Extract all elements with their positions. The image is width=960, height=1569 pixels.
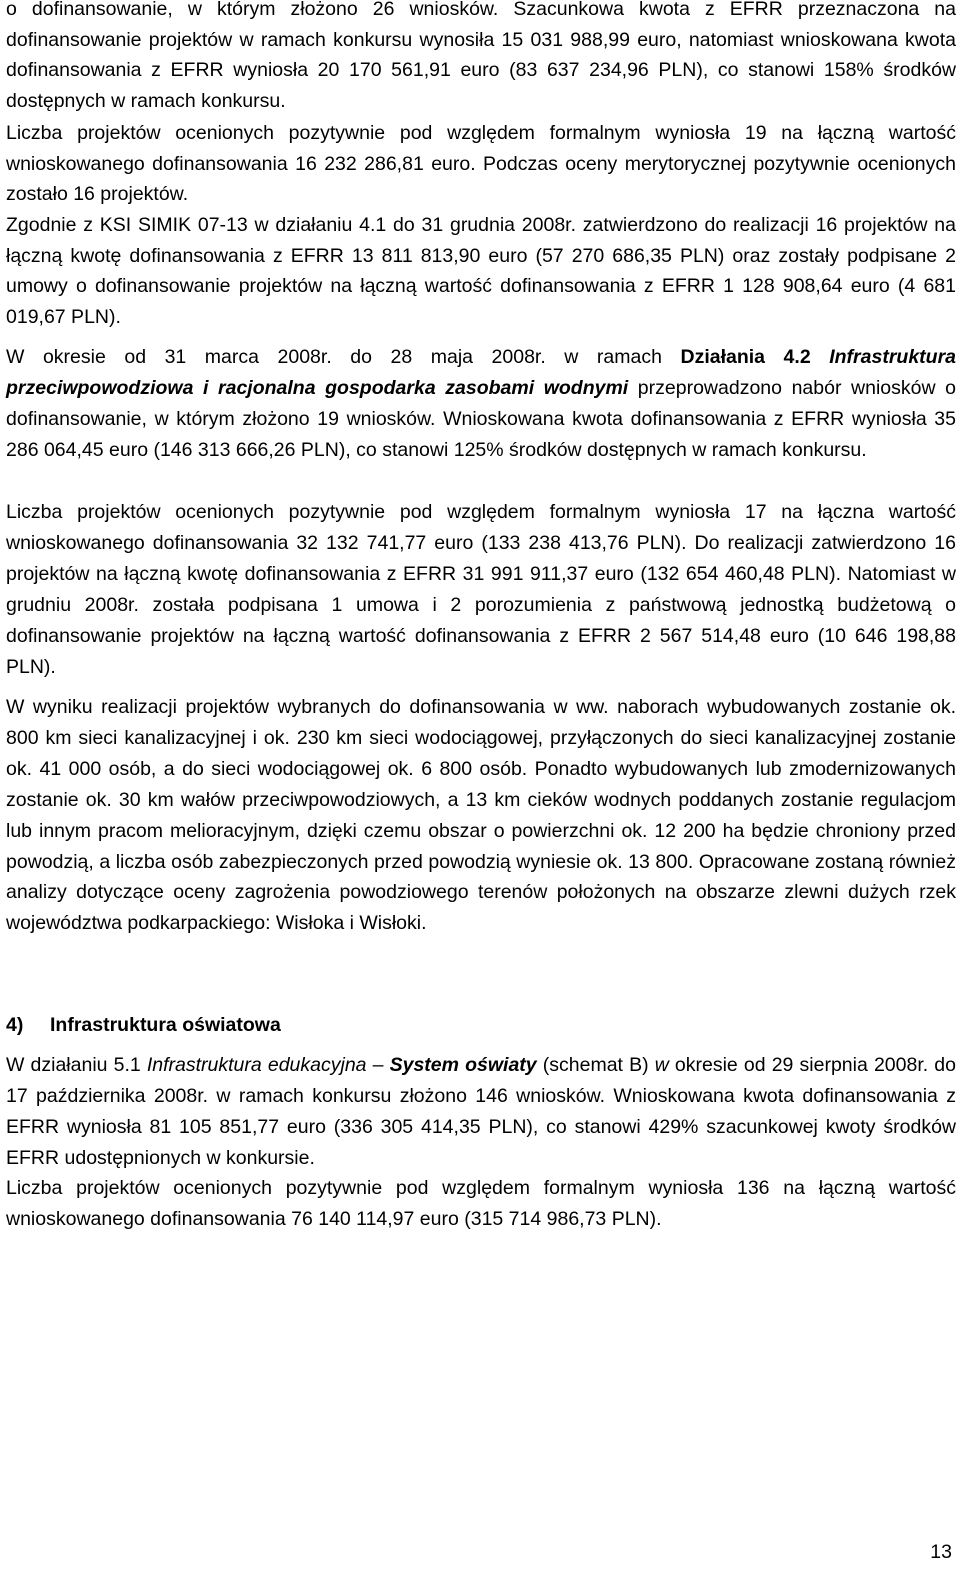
text-segment: (schemat B): [536, 1054, 655, 1076]
measure-4-2-title: Infrastruktura przeciwpowodziowa i racjonalna gospodarka zasobami wodnymi: [6, 346, 956, 399]
paragraph-measure-4-2-intake: [6, 342, 956, 466]
heading-number: 4): [6, 1014, 24, 1036]
measure-4-2-label: Działania 4.2: [680, 346, 811, 368]
text-segment: W działaniu 5.1: [6, 1054, 147, 1076]
paragraph-measure-4-1-summary: o dofinansowanie, w którym złożono 26 wniosków. Szacunkowa kwota z EFRR przeznaczona na dofinansowanie projektów w ramach konkursu wynosiła 15 031 988,99 euro, natomiast wnioskowana kwota dofinansowania z EFRR wyniosła 20 170 561,91 euro (83 637 234,96 PLN), co stanowi 158% środków dostępnych w ramach konkursu.: [6, 0, 956, 113]
measure-5-1-title: Infrastruktura edukacyjna: [146, 1054, 367, 1076]
text-segment: [811, 346, 830, 368]
paragraph-project-outcomes: W wyniku realizacji projektów wybranych do dofinansowania w ww. naborach wybudowanych zostanie ok. 800 km sieci kanalizacyjnej i ok. 230 km sieci wodociągowej, przyłączonych do sieci kanalizacyjnej zostanie ok. 41 000 osób, a do sieci wodociągowej ok. 6 800 osób. Ponadto wybudowanych lub zmodernizowanych zostanie ok. 30 km wałów przeciwpowodziowych, a 13 km cieków wodnych poddanych zostanie regulacjom lub innym pracom melioracyjnym, dzięki czemu obszar o powierzchni ok. 12 200 ha będzie chroniony przed powodzią, a liczba osób zabezpieczonych przed powodzią wyniesie ok. 13 800. Opracowane zostaną również analizy dotyczące oceny zagrożenia powodziowego terenów położonych na obszarze zlewni dużych rzek województwa podkarpackiego: Wisłoka i Wisłoki.: [6, 696, 956, 935]
paragraph-formal-evaluation-4-1: Liczba projektów ocenionych pozytywnie pod względem formalnym wyniosła 19 na łączną wartość wnioskowanego dofinansowania 16 232 286,81 euro. Podczas oceny merytorycznej pozytywnie ocenionych zostało 16 projektów.: [6, 122, 956, 206]
page-number: 13: [930, 1541, 952, 1563]
paragraph-ksi-simik-4-1: Zgodnie z KSI SIMIK 07-13 w działaniu 4.1 do 31 grudnia 2008r. zatwierdzono do realizacji 16 projektów na łączną kwotę dofinansowania z EFRR 13 811 813,90 euro (57 270 686,35 PLN) oraz zostały podpisane 2 umowy o dofinansowanie projektów na łączną wartość dofinansowania z EFRR 1 128 908,64 euro (4 681 019,67 PLN).: [6, 214, 956, 329]
paragraph-measure-5-1-intake: [6, 1050, 956, 1174]
paragraph-formal-evaluation-5-1: Liczba projektów ocenionych pozytywnie pod względem formalnym wyniosła 136 na łączną wartość wnioskowanego dofinansowania 76 140 114,97 euro (315 714 986,73 PLN).: [6, 1177, 956, 1230]
paragraph-formal-evaluation-4-2: Liczba projektów ocenionych pozytywnie pod względem formalnym wyniosła 17 na łączna wartość wnioskowanego dofinansowania 32 132 741,77 euro (133 238 413,76 PLN). Do realizacji zatwierdzono 16 projektów na łączną kwotę dofinansowania z EFRR 31 991 911,37 euro (132 654 460,48 PLN). Natomiast w grudniu 2008r. została podpisana 1 umowa i 2 porozumienia z państwową jednostką budżetową o dofinansowanie projektów na łączną wartość dofinansowania z EFRR 2 567 514,48 euro (10 646 198,88 PLN).: [6, 501, 956, 678]
section-heading-education-infrastructure: [6, 1010, 281, 1040]
text-segment: –: [366, 1054, 390, 1076]
text-segment: okresie od 29 sierpnia 2008r. do 17 października 2008r. w ramach konkursu złożono 146 wniosków. Wnioskowana kwota dofinansowania z EFRR wyniosła 81 105 851,77 euro (336 305 414,35 PLN), co stanowi 429% szacunkowej kwoty środków EFRR udostępnionych w konkursie.: [6, 1054, 956, 1169]
italic-w: w: [654, 1054, 669, 1076]
heading-text: Infrastruktura oświatowa: [50, 1014, 281, 1036]
text-segment: W okresie od 31 marca 2008r. do 28 maja 2008r. w ramach: [6, 346, 681, 368]
text-segment: przeprowadzono nabór wniosków o dofinansowanie, w którym złożono 19 wniosków. Wnioskowana kwota dofinansowania z EFRR wyniosła 35 286 064,45 euro (146 313 666,26 PLN), co stanowi 125% środków dostępnych w ramach konkursu.: [6, 376, 956, 461]
system-oswiaty-label: System oświaty: [389, 1054, 537, 1076]
